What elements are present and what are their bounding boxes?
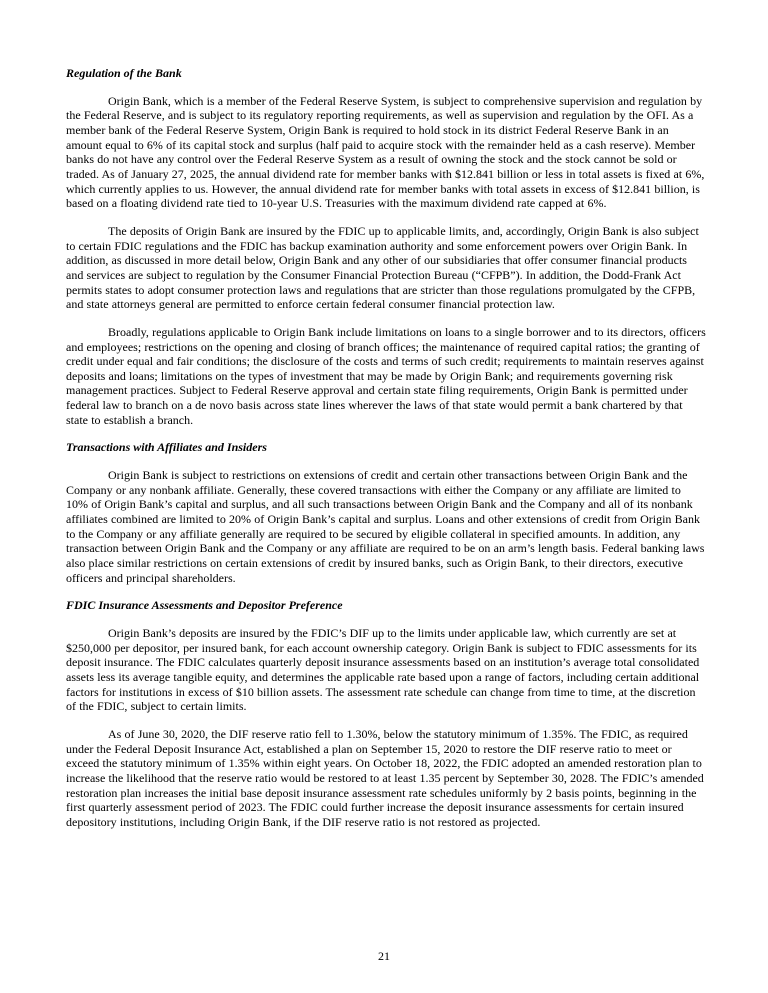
paragraph: Broadly, regulations applicable to Origin Bank include limitations on loans to a single borrower and to its directors, officers and employees; restrictions on the opening and closing of branch offices; the maintenance of required capital ratios; the granting of credit under equal and fair conditions; the disclosure of the costs and terms of such credit; requirements to maintain reserves against deposits and loans; limitations on the types of investment that may be made by Origin Bank; and requirements governing risk management practices. Subject to Federal Reserve approval and certain state filing requirements, Origin Bank is permitted under federal law to branch on a de novo basis across state lines wherever the laws of that state would permit a bank chartered by that state to establish a branch. — [66, 324, 706, 427]
paragraph: Origin Bank’s deposits are insured by the FDIC’s DIF up to the limits under applicable law, which currently are set at $250,000 per depositor, per insured bank, for each account ownership category. Origin Bank is subject to FDIC assessments for its deposit insurance. The FDIC calculates quarterly deposit insurance assessments based on an institution’s average total consolidated assets less its average tangible equity, and determines the applicable rate based upon a range of factors, including certain additional factors for institutions in excess of $10 billion assets. The assessment rate schedule can change from time to time, at the discretion of the FDIC, subject to certain limits. — [66, 626, 700, 714]
section-regulation-of-the-bank — [66, 66, 706, 427]
page-number: 21 — [378, 949, 390, 964]
paragraph: Origin Bank is subject to restrictions on extensions of credit and certain other transactions between Origin Bank and the Company or any nonbank affiliate. Generally, these covered transactions with either the Company or any affiliate are limited to 10% of Origin Bank’s capital and surplus, and all such transactions between Origin Bank and the Company and all of its nonbank affiliates combined are limited to 20% of Origin Bank’s capital and surplus. Loans and other extensions of credit from Origin Bank to the Company or any affiliate generally are required to be secured by eligible collateral in specified amounts. In addition, any transaction between Origin Bank and the Company or any affiliate are required to be on an arm’s length basis. Federal banking laws also place similar restrictions on certain extensions of credit by insured banks, such as Origin Bank, to their directors, executive officers and principal shareholders. — [66, 468, 705, 585]
section-fdic-insurance-assessments — [66, 598, 706, 829]
section-heading: Transactions with Affiliates and Insiders — [66, 440, 267, 455]
paragraph: The deposits of Origin Bank are insured by the FDIC up to applicable limits, and, accordingly, Origin Bank is also subject to certain FDIC regulations and the FDIC has backup examination authority and some enforcement powers over Origin Bank. In addition, as discussed in more detail below, Origin Bank and any other of our subsidiaries that offer consumer financial products and services are subject to regulation by the Consumer Financial Protection Bureau (“CFPB”). In addition, the Dodd-Frank Act permits states to adopt consumer protection laws and regulations that are stricter than those regulations promulgated by the CFPB, and state attorneys general are permitted to enforce certain federal consumer financial protection law. — [66, 223, 699, 312]
section-heading: FDIC Insurance Assessments and Depositor Preference — [66, 598, 343, 613]
section-transactions-with-affiliates — [66, 440, 706, 585]
paragraph: Origin Bank, which is a member of the Federal Reserve System, is subject to comprehensive supervision and regulation by the Federal Reserve, and is subject to its regulatory reporting requirements, as well as supervision and regulation by the OFI. As a member bank of the Federal Reserve System, Origin Bank is required to hold stock in its district Federal Reserve Bank in an amount equal to 6% of its capital stock and surplus (half paid to acquire stock with the remainder held as a cash reserve). Member banks do not have any control over the Federal Reserve System as a result of owning the stock and the stock cannot be sold or traded. As of January 27, 2025, the annual dividend rate for member banks with $12.841 billion or less in total assets is fixed at 6%, which currently applies to us. However, the annual dividend rate for member banks with total assets in excess of $12.841 billion, is based on a floating dividend rate tied to 10-year U.S. Treasuries with the maximum dividend rate capped at 6%. — [66, 93, 705, 211]
paragraph: As of June 30, 2020, the DIF reserve ratio fell to 1.30%, below the statutory minimum of 1.35%. The FDIC, as required under the Federal Deposit Insurance Act, established a plan on September 15, 2020 to restore the DIF reserve ratio to meet or exceed the statutory minimum of 1.35% within eight years. On October 18, 2022, the FDIC adopted an amended restoration plan to increase the likelihood that the reserve ratio would be restored to at least 1.35 percent by September 30, 2028. The FDIC’s amended restoration plan increases the initial base deposit insurance assessment rate schedules uniformly by 2 basis points, beginning in the first quarterly assessment period of 2023. The FDIC could further increase the deposit insurance assessments for certain insured depository institutions, including Origin Bank, if the DIF reserve ratio is not restored as projected. — [66, 726, 704, 829]
section-heading: Regulation of the Bank — [66, 66, 182, 80]
